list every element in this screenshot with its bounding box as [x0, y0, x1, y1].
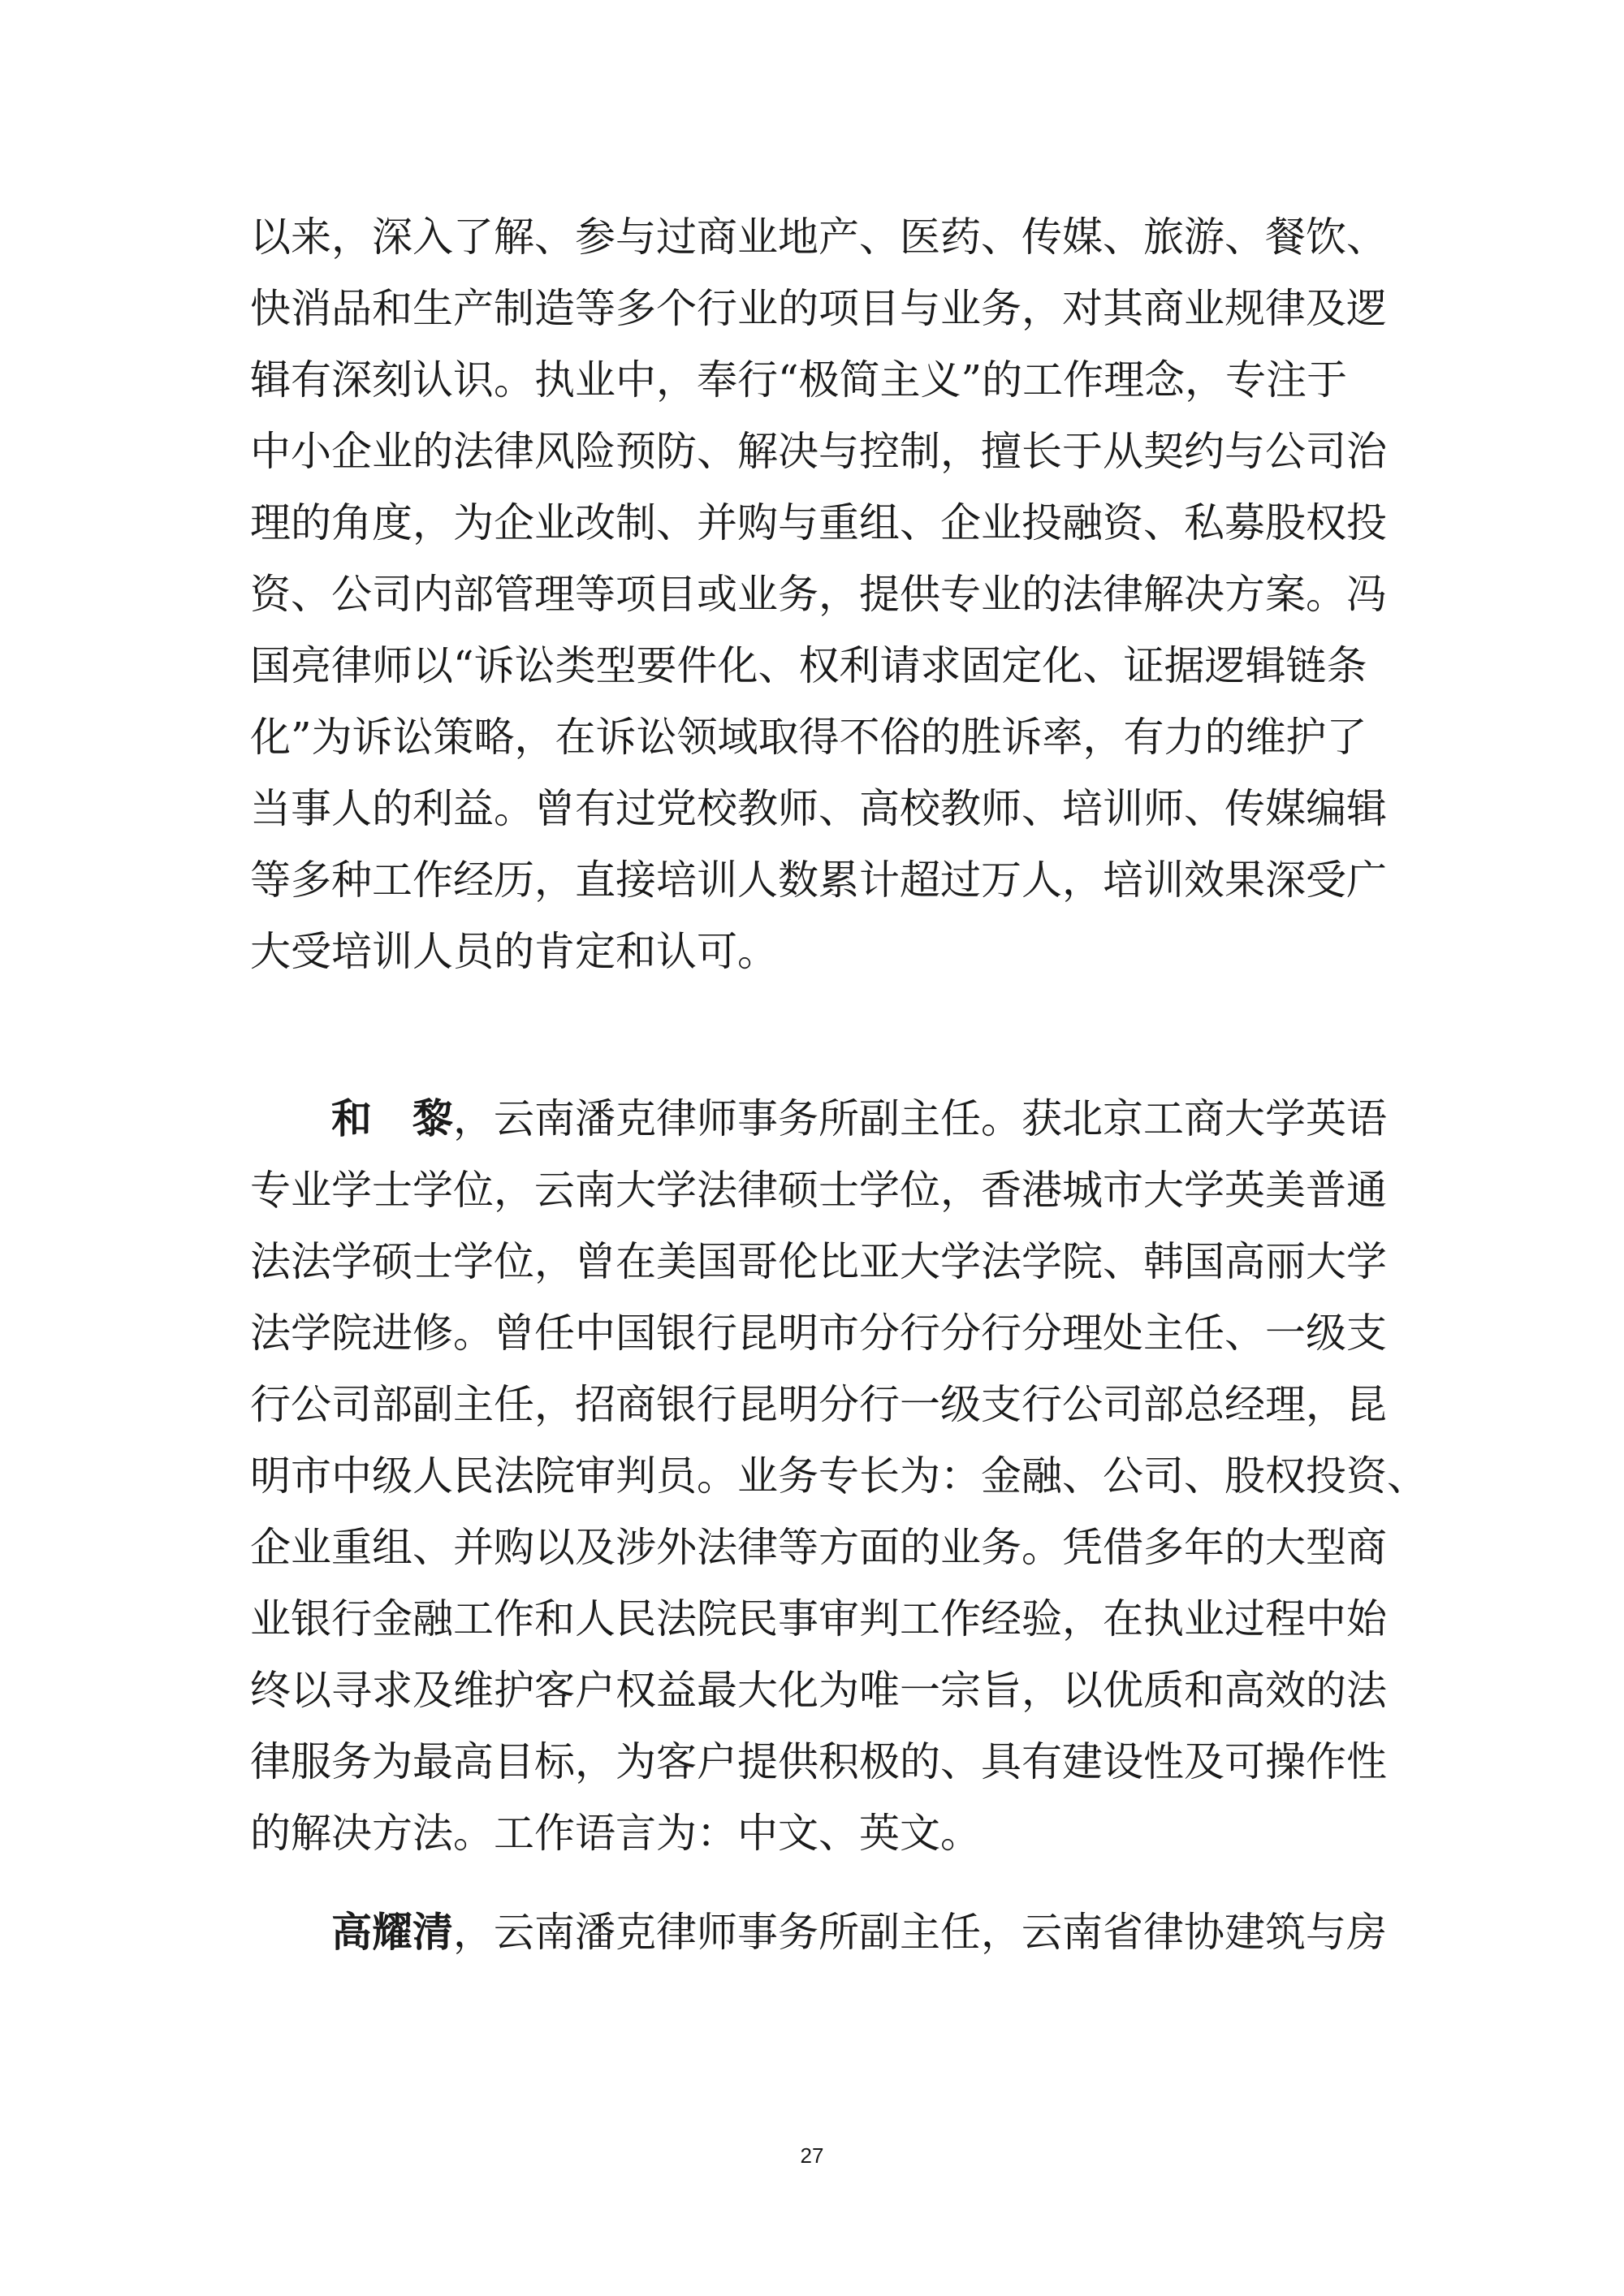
- paragraph-line: 的解决方法。工作语言为：中文、英文。: [250, 1810, 981, 1857]
- paragraph-line: 法法学硕士学位，曾在美国哥伦比亚大学法学院、韩国高丽大学: [250, 1238, 1387, 1285]
- paragraph-line: 大受培训人员的肯定和认可。: [250, 928, 778, 975]
- paragraph-line: 辑有深刻认识。执业中，奉行“极简主义”的工作理念，专注于: [250, 356, 1348, 404]
- page-number: 27: [800, 2143, 824, 2168]
- paragraph-line: 资、公司内部管理等项目或业务，提供专业的法律解决方案。冯: [250, 571, 1387, 618]
- paragraph-first-line: [331, 1908, 1387, 1957]
- paragraph-line: 理的角度，为企业改制、并购与重组、企业投融资、私募股权投: [250, 499, 1387, 546]
- paragraph-line: 企业重组、并购以及涉外法律等方面的业务。凭借多年的大型商: [250, 1524, 1387, 1571]
- paragraph-line: 终以寻求及维护客户权益最大化为唯一宗旨，以优质和高效的法: [250, 1667, 1387, 1714]
- person-name: 高耀清: [331, 1909, 453, 1956]
- paragraph-line: 行公司部副主任，招商银行昆明分行一级支行公司部总经理，昆: [250, 1381, 1387, 1428]
- paragraph-line-text: ，云南潘克律师事务所副主任。获北京工商大学英语: [453, 1095, 1387, 1142]
- person-name: 和 黎: [331, 1095, 453, 1142]
- paragraph-line-text: ，云南潘克律师事务所副主任，云南省律协建筑与房: [453, 1909, 1387, 1956]
- paragraph-line: 快消品和生产制造等多个行业的项目与业务，对其商业规律及逻: [250, 285, 1387, 332]
- paragraph-line: 国亮律师以“诉讼类型要件化、权利请求固定化、证据逻辑链条: [250, 642, 1367, 689]
- paragraph-line: 专业学士学位，云南大学法律硕士学位，香港城市大学英美普通: [250, 1167, 1387, 1214]
- paragraph-line: 中小企业的法律风险预防、解决与控制，擅长于从契约与公司治: [250, 428, 1387, 475]
- paragraph-line: 业银行金融工作和人民法院民事审判工作经验，在执业过程中始: [250, 1595, 1387, 1642]
- paragraph-line: 法学院进修。曾任中国银行昆明市分行分行分理处主任、一级支: [250, 1310, 1387, 1357]
- paragraph-line: 律服务为最高目标，为客户提供积极的、具有建设性及可操作性: [250, 1738, 1387, 1785]
- paragraph-line: 当事人的利益。曾有过党校教师、高校教师、培训师、传媒编辑: [250, 785, 1387, 832]
- paragraph-line: 以来，深入了解、参与过商业地产、医药、传媒、旅游、餐饮、: [250, 214, 1387, 261]
- paragraph-line: 等多种工作经历，直接培训人数累计超过万人，培训效果深受广: [250, 857, 1387, 904]
- paragraph-first-line: [331, 1094, 1387, 1143]
- paragraph-line: 化”为诉讼策略，在诉讼领域取得不俗的胜诉率，有力的维护了: [250, 714, 1367, 761]
- paragraph-line: 明市中级人民法院审判员。业务专长为：金融、公司、股权投资、: [250, 1452, 1427, 1500]
